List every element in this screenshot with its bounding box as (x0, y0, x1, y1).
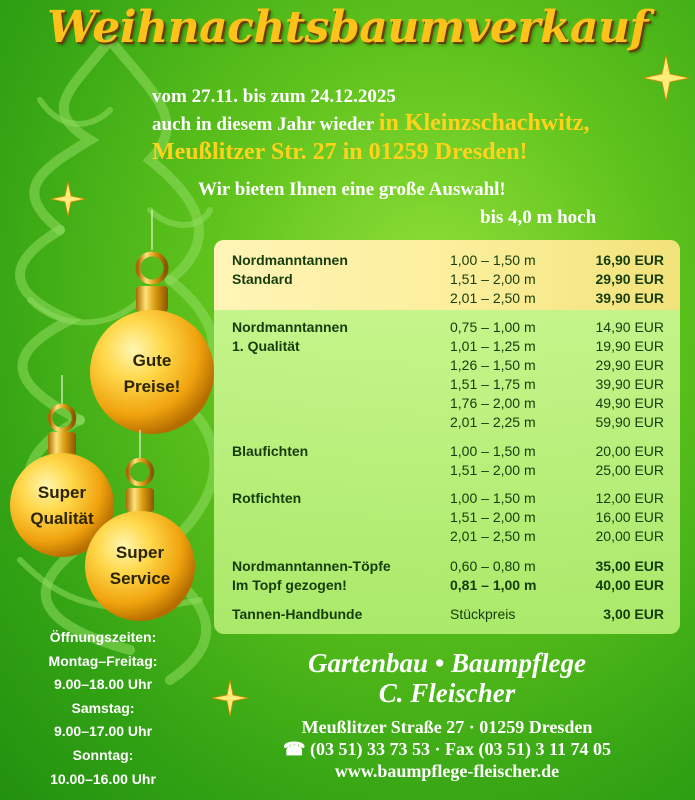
row-price: 14,90 EUR (595, 319, 664, 335)
badge-gute-line1: Gute (132, 351, 172, 370)
row-size: 1,51 – 2,00 m (450, 462, 536, 478)
intro-address: Meußlitzer Str. 27 in 01259 Dresden! (152, 139, 528, 165)
row-category: Rotfichten (232, 490, 302, 506)
row-price: 29,90 EUR (595, 271, 664, 287)
badge-service-line2: Service (109, 569, 171, 588)
row-price: 39,90 EUR (595, 376, 664, 392)
price-row (232, 395, 664, 414)
price-row (232, 271, 664, 290)
phone-icon: ☎ (283, 739, 306, 759)
price-row (232, 528, 664, 547)
row-price: 49,90 EUR (595, 395, 664, 411)
offer-line2: bis 4,0 m hoch (480, 207, 597, 228)
price-row (232, 376, 664, 395)
row-category: Nordmanntannen (232, 319, 348, 335)
row-size: Stückpreis (450, 606, 516, 622)
company-info (214, 648, 680, 782)
price-row (232, 577, 664, 596)
intro-line2 (152, 110, 589, 138)
badge-gute-line2: Preise! (123, 377, 181, 396)
row-price: 40,00 EUR (595, 577, 664, 593)
price-row (232, 414, 664, 433)
row-size: 0,81 – 1,00 m (450, 577, 537, 593)
row-price: 16,90 EUR (595, 252, 664, 268)
intro-line2-prefix: auch in diesem Jahr wieder (152, 114, 375, 135)
company-address: Meußlitzer Straße 27 · 01259 Dresden (301, 717, 593, 737)
hours-saturday-time: 9.00–17.00 Uhr (53, 723, 153, 740)
row-size: 0,60 – 0,80 m (450, 558, 536, 574)
row-size: 2,01 – 2,25 m (450, 414, 536, 430)
badge-qualitaet-line1: Super (37, 483, 87, 502)
price-row (232, 558, 664, 577)
badge-service-line1: Super (115, 543, 165, 562)
row-size: 1,26 – 1,50 m (450, 357, 536, 373)
row-price: 59,90 EUR (595, 414, 664, 430)
row-category: Nordmanntannen-Töpfe (232, 558, 391, 574)
hours-weekday-label: Montag–Freitag: (48, 652, 158, 669)
price-row (232, 443, 664, 462)
row-size: 1,00 – 1,50 m (450, 252, 536, 268)
row-price: 39,90 EUR (595, 290, 664, 306)
badge-qualitaet-line2: Qualität (30, 509, 94, 528)
row-size: 1,01 – 1,25 m (450, 338, 536, 354)
company-website[interactable]: www.baumpflege-fleischer.de (334, 761, 560, 781)
company-line1: Gartenbau • Baumpflege (308, 648, 586, 678)
row-price: 16,00 EUR (595, 509, 664, 525)
row-price: 29,90 EUR (595, 357, 664, 373)
price-row (232, 319, 664, 338)
offer (198, 176, 596, 232)
company-name: C. Fleischer (378, 678, 516, 708)
row-size: 2,01 – 2,50 m (450, 290, 536, 306)
hours-sunday-label: Sonntag: (72, 746, 134, 763)
intro-dates: vom 27.11. bis zum 24.12.2025 (152, 86, 396, 107)
opening-hours (10, 626, 196, 791)
hours-title: Öffnungszeiten: (49, 629, 157, 645)
row-size: 1,51 – 2,00 m (450, 271, 536, 287)
hours-sunday-time: 10.00–16.00 Uhr (50, 770, 156, 787)
row-size: 1,51 – 2,00 m (450, 509, 536, 525)
row-price: 12,00 EUR (595, 490, 664, 506)
intro-location: in Kleinzschachwitz, (378, 110, 590, 136)
price-row (232, 490, 664, 509)
company-phone: (03 51) 33 73 53 · Fax (03 51) 3 11 74 05 (309, 739, 611, 759)
row-price: 19,90 EUR (595, 338, 664, 354)
intro (152, 84, 589, 166)
row-size: 0,75 – 1,00 m (450, 319, 536, 335)
row-category: Nordmanntannen (232, 252, 348, 268)
row-price: 3,00 EUR (603, 606, 664, 622)
hours-saturday-label: Samstag: (71, 699, 135, 716)
row-category: Im Topf gezogen! (232, 577, 347, 593)
row-size: 1,00 – 1,50 m (450, 490, 536, 506)
price-row (232, 509, 664, 528)
headline: Weihnachtsbaumverkauf (47, 2, 648, 53)
price-row (232, 462, 664, 481)
hours-weekday-time: 9.00–18.00 Uhr (53, 676, 153, 693)
price-row (232, 357, 664, 376)
company-phone-line (214, 738, 680, 760)
row-price: 20,00 EUR (595, 528, 664, 544)
price-row (232, 338, 664, 357)
offer-line1: Wir bieten Ihnen eine große Auswahl! (198, 179, 506, 200)
row-price: 25,00 EUR (595, 462, 664, 478)
row-category: Blaufichten (232, 443, 309, 459)
row-category: Tannen-Handbunde (232, 606, 363, 622)
row-category: Standard (232, 271, 293, 287)
price-row (232, 290, 664, 309)
price-row (232, 252, 664, 271)
row-size: 1,76 – 2,00 m (450, 395, 536, 411)
row-size: 1,51 – 1,75 m (450, 376, 536, 392)
row-price: 20,00 EUR (595, 443, 664, 459)
row-size: 1,00 – 1,50 m (450, 443, 536, 459)
price-row (232, 606, 664, 625)
row-size: 2,01 – 2,50 m (450, 528, 536, 544)
row-price: 35,00 EUR (595, 558, 664, 574)
row-category: 1. Qualität (232, 338, 300, 354)
